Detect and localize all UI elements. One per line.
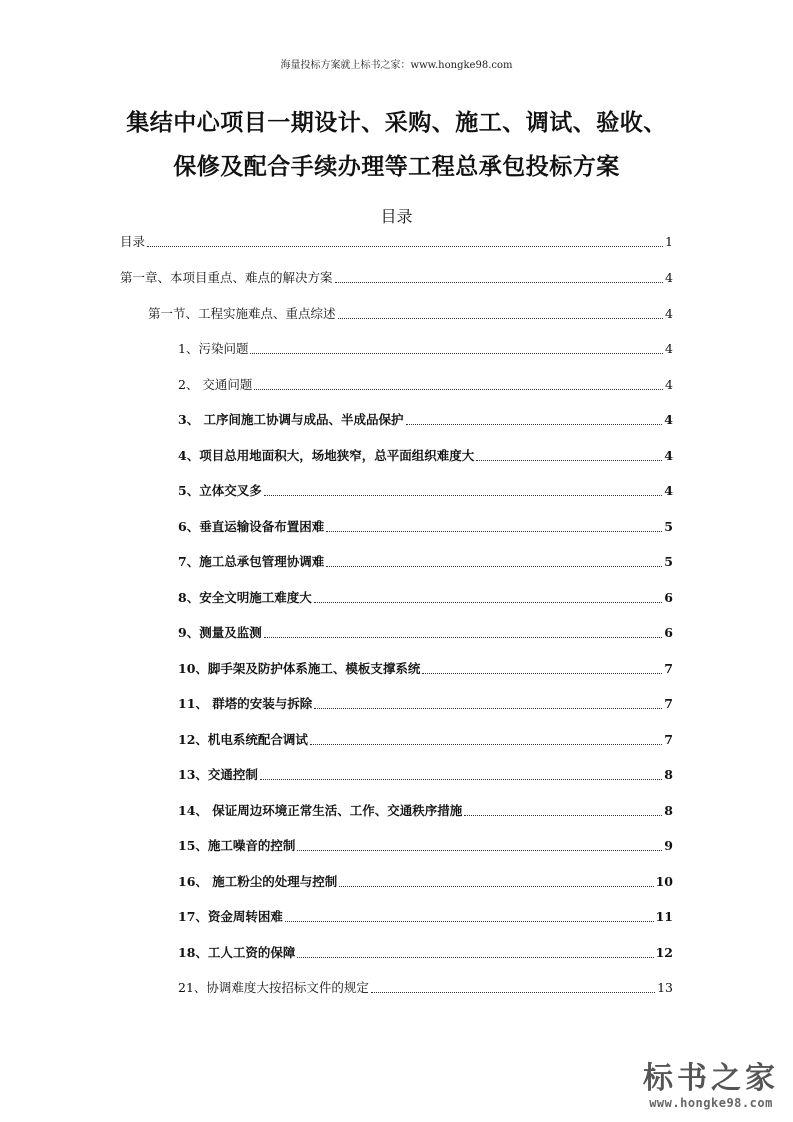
toc-leader-dots: [339, 886, 653, 887]
toc-leader-dots: [326, 531, 662, 532]
toc-entry-label: 1、污染问题: [178, 341, 249, 356]
toc-entry-page: 4: [665, 377, 673, 392]
toc-entry-page: 7: [664, 696, 673, 711]
toc-entry[interactable]: [178, 907, 673, 927]
toc-entry[interactable]: [120, 232, 673, 252]
toc-entry-label: 目录: [120, 234, 146, 249]
toc-entry[interactable]: [178, 872, 673, 892]
toc-leader-dots: [464, 815, 662, 816]
toc-leader-dots: [264, 495, 663, 496]
toc-entry-page: 1: [665, 234, 673, 249]
toc-entry-page: 9: [664, 838, 673, 853]
toc-entry-label: 12、机电系统配合调试: [178, 732, 308, 747]
toc-heading: 目录: [380, 207, 413, 226]
toc-entry-label: 第一节、工程实施难点、重点综述: [148, 306, 336, 321]
header-note: 海量投标方案就上标书之家：www.hongke98.com: [280, 60, 513, 71]
toc-leader-dots: [250, 353, 663, 354]
watermark-logo: [643, 1062, 779, 1110]
toc-leader-dots: [264, 637, 663, 638]
toc-entry[interactable]: [178, 694, 673, 714]
toc-entry-label: 10、脚手架及防护体系施工、模板支撑系统: [178, 661, 421, 676]
toc-entry[interactable]: [120, 268, 673, 288]
toc-entry-page: 12: [655, 945, 673, 960]
toc-entry[interactable]: [178, 730, 673, 750]
toc-leader-dots: [314, 602, 663, 603]
toc-leader-dots: [476, 460, 662, 461]
toc-leader-dots: [310, 744, 662, 745]
toc-entry[interactable]: [178, 801, 673, 821]
toc-entry-page: 4: [665, 341, 673, 356]
toc-leader-dots: [147, 246, 663, 247]
toc-leader-dots: [326, 566, 662, 567]
toc-entry[interactable]: [178, 446, 673, 466]
toc-entry[interactable]: [178, 765, 673, 785]
document-title-line-2: 保修及配合手续办理等工程总承包投标方案: [173, 154, 620, 180]
toc-entry-page: 11: [655, 909, 673, 924]
toc-entry[interactable]: [178, 978, 673, 998]
toc-entry-page: 8: [664, 803, 673, 818]
toc-leader-dots: [260, 779, 662, 780]
toc-leader-dots: [422, 673, 662, 674]
toc-entry-label: 8、安全文明施工难度大: [178, 590, 312, 605]
logo-title: 标书之家: [643, 1061, 779, 1096]
toc-entry-page: 4: [664, 412, 673, 427]
toc-leader-dots: [406, 424, 663, 425]
toc-entry[interactable]: [178, 836, 673, 856]
toc-entry[interactable]: [178, 410, 673, 430]
toc-entry[interactable]: [178, 552, 673, 572]
toc-entry-label: 13、交通控制: [178, 767, 258, 782]
toc-entry-label: 14、 保证周边环境正常生活、工作、交通秩序措施: [178, 803, 463, 818]
toc-leader-dots: [338, 318, 664, 319]
toc-leader-dots: [297, 850, 662, 851]
toc-entry-page: 7: [664, 661, 673, 676]
document-title-line-1: 集结中心项目一期设计、采购、施工、调试、验收、: [126, 110, 667, 136]
toc-entry-page: 5: [664, 554, 673, 569]
toc-entry[interactable]: [178, 659, 673, 679]
toc-entry-label: 16、 施工粉尘的处理与控制: [178, 874, 338, 889]
toc-entry-label: 6、垂直运输设备布置困难: [178, 519, 325, 534]
toc-leader-dots: [371, 992, 655, 993]
toc-entry-page: 6: [664, 590, 673, 605]
toc-entry-label: 15、施工噪音的控制: [178, 838, 296, 853]
toc-entry[interactable]: [178, 517, 673, 537]
toc-entry-page: 4: [665, 270, 673, 285]
logo-url: www.hongke98.com: [649, 1096, 773, 1110]
toc-entry-page: 4: [664, 483, 673, 498]
toc-entry-page: 4: [665, 306, 673, 321]
toc-entry[interactable]: [178, 588, 673, 608]
toc-entry[interactable]: [178, 623, 673, 643]
toc-leader-dots: [297, 957, 653, 958]
toc-entry-label: 5、立体交叉多: [178, 483, 262, 498]
toc-entry[interactable]: [148, 304, 673, 324]
toc-leader-dots: [335, 282, 664, 283]
toc-entry-label: 9、测量及监测: [178, 625, 262, 640]
toc-entry-page: 7: [664, 732, 673, 747]
toc-entry-label: 18、工人工资的保障: [178, 945, 296, 960]
toc-entry-label: 11、 群塔的安装与拆除: [178, 696, 313, 711]
toc-leader-dots: [254, 389, 663, 390]
toc-leader-dots: [285, 921, 654, 922]
toc-entry-label: 17、资金周转困难: [178, 909, 283, 924]
toc-entry-label: 第一章、本项目重点、难点的解决方案: [120, 270, 333, 285]
toc-entry[interactable]: [178, 375, 673, 395]
toc-entry-page: 6: [664, 625, 673, 640]
toc-entry-page: 10: [655, 874, 673, 889]
toc-entry-page: 13: [657, 980, 673, 995]
toc-leader-dots: [314, 708, 662, 709]
toc-entry[interactable]: [178, 339, 673, 359]
toc-entry-label: 7、施工总承包管理协调难: [178, 554, 325, 569]
toc-entry[interactable]: [178, 943, 673, 963]
toc-entry-label: 21、协调难度大按招标文件的规定: [178, 980, 369, 995]
toc-entry-label: 4、项目总用地面积大，场地狭窄，总平面组织难度大: [178, 448, 475, 463]
toc-entry-label: 2、 交通问题: [178, 377, 253, 392]
toc-entry-page: 5: [664, 519, 673, 534]
toc-entry[interactable]: [178, 481, 673, 501]
toc-entry-page: 4: [664, 448, 673, 463]
toc-entry-label: 3、 工序间施工协调与成品、半成品保护: [178, 412, 404, 427]
toc-entry-page: 8: [664, 767, 673, 782]
